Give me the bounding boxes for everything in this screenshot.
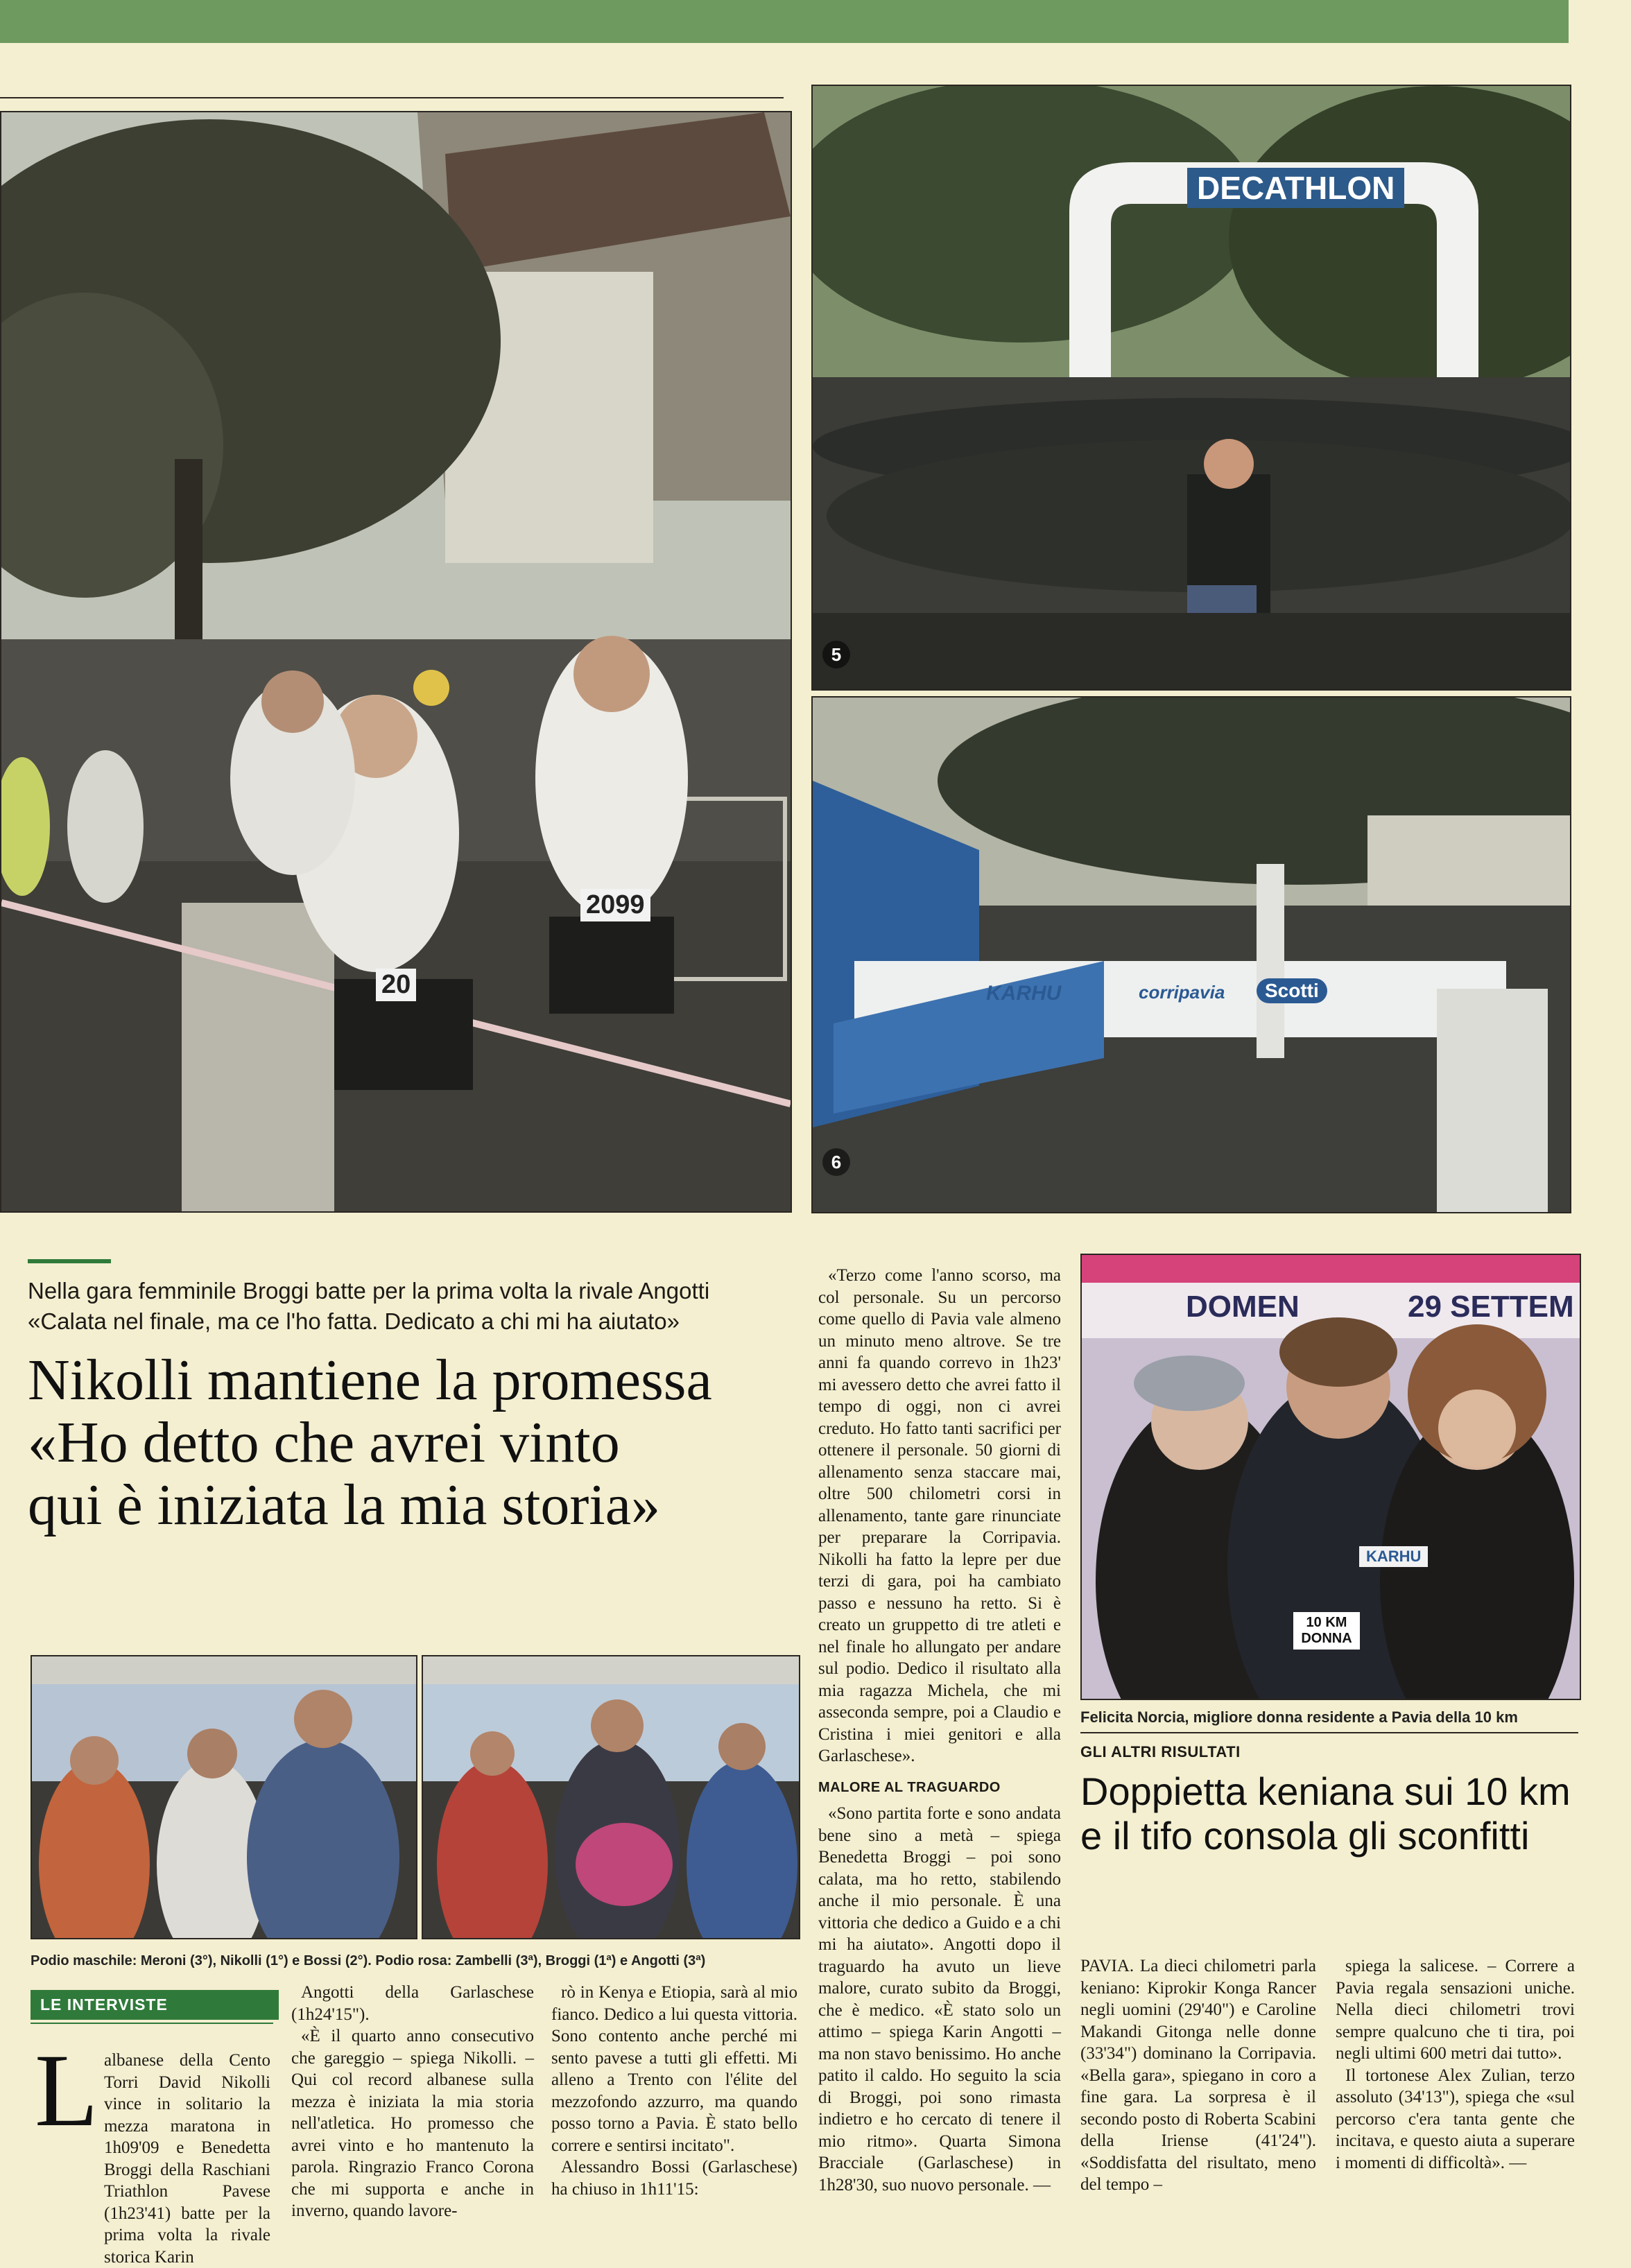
photo-podium-men — [31, 1655, 417, 1939]
side-headline-line-2: e il tifo consola gli sconfitti — [1080, 1814, 1530, 1858]
side-col2-paragraph-2: Il tortonese Alex Zulian, terzo assoluto (34'13"), spiega che «sul percorso c'era tanta gente che incitava, e questo aiuta a superare i momenti di difficoltà». — — [1336, 2066, 1575, 2172]
kicker-line-2: «Calata nel finale, ma ce l'ho fatta. Dedicato a chi mi ha aiutato» — [28, 1308, 680, 1334]
bib-number-second: 20 — [376, 969, 416, 1001]
photo-number-6: 6 — [822, 1148, 850, 1176]
section-label: LE INTERVISTE — [31, 1990, 279, 2020]
col3-paragraph-1: rò in Kenya e Etiopia, sarà al mio fianco. Dedico a lui questa vittoria. Sono contento anche perché mi sento pavese a tutti gli effetti. Mi alleno a Trento con l'élite del mezzofondo azzurro, ma quando posso torno a Pavia. È stato bello correre e sentirsi incitato". — [551, 1983, 797, 2155]
bib-number: 2099 — [580, 889, 650, 921]
col4-paragraph-2: «Sono partita forte e sono andata bene sino a metà – spiega Benedetta Broggi – poi sono calata, ma ho retto, stabilendo anche il mio personale. È una vittoria che dedico a Guido e a chi mi ha aiutato». Angotti dopo il traguardo ha avuto un lieve malore, curato subito da Broggi, che è medico. «È stato solo un attimo – spiega Karin Angotti – ma non stavo benissimo. Ho anche patito il caldo. Ho seguito la scia di Broggi, poi sono rimasta indietro e ho cercato di tenere il mio ritmo». Quarta Simona Bracciale (Garlaschese) in 1h28'30, suo nuovo personale. — — [818, 1804, 1061, 2195]
banner-brand-corripavia: corripavia — [1139, 982, 1225, 1003]
photo-portrait-women — [1080, 1254, 1581, 1700]
col4-paragraph-1: «Terzo come l'anno scorso, ma col personale. Su un percorso come quello di Pavia vale almeno un minuto meno altrove. Se tre anni fa quando correvo in 1h23' mi avessero detto che avrei fatto il tempo di oggi, non ci avrei creduto. Ho fatto tanti sacrifici per ottenere il personale. 50 giorni di allenamento senza staccare mai, oltre 500 chilometri corsi in allenamento, tante gare rinunciate per preparare la Corripavia. Nikolli ha fatto la lepre per due terzi di gara, poi ha cambiato passo e nessuno ha retto. Si è creato un gruppetto di tre atleti e nel finale ho allungato per andare sul podio. Dedico il risultato alla mia ragazza Michela, che mi asseconda sempre, poi a Claudio e Cristina i miei genitori e alla Garlaschese». — [818, 1266, 1061, 1765]
col4-subhead: MALORE AL TRAGUARDO — [818, 1779, 1001, 1795]
photo-number-5: 5 — [822, 641, 850, 668]
side-column-1: PAVIA. La dieci chilometri parla keniano: Kiprokir Konga Rancer negli uomini (29'40") e Caroline Makandi Gitonga nelle donne (33'34") dominano la Corripavia. «Bella gara», spiegano in coro a fine gara. La sorpresa è il secondo posto di Roberta Scabini della Iriense (41'24"). «Soddisfatta del risultato, meno del tempo – — [1080, 1957, 1316, 2194]
body-column-2 — [291, 1982, 534, 2222]
portrait-caption: Felicita Norcia, migliore donna residente a Pavia della 10 km — [1080, 1708, 1518, 1726]
photo-start-arch — [811, 85, 1571, 691]
kicker-line-1: Nella gara femminile Broggi batte per la prima volta la rivale Angotti — [28, 1278, 710, 1304]
body-column-3 — [551, 1982, 797, 2200]
side-column-2 — [1336, 1955, 1575, 2174]
side-headline — [1080, 1769, 1578, 1858]
photo-podium-women — [422, 1655, 800, 1939]
arch-sponsor-text: DECATHLON — [1187, 168, 1404, 208]
banner-brand-karhu: KARHU — [986, 982, 1062, 1005]
headline-line-3: qui è iniziata la mia storia» — [28, 1473, 661, 1537]
body-column-1: albanese della Cento Torri David Nikolli vince in solitario la mezza maratona in 1h09'09 e Benedetta Broggi della Raschiani Triathlon Pavese (1h23'41) batte per la prima volta la rivale storica Karin — [104, 2051, 270, 2267]
headline-line-1: Nikolli mantiene la promessa — [28, 1348, 712, 1412]
kicker-accent-bar — [28, 1259, 111, 1263]
side-rule — [1080, 1732, 1578, 1733]
podium-caption: Podio maschile: Meroni (3°), Nikolli (1°) e Bossi (2°). Podio rosa: Zambelli (3ª), Broggi (1ª) e Angotti (3ª) — [31, 1953, 706, 1968]
side-label: GLI ALTRI RISULTATI — [1080, 1743, 1241, 1760]
banner-brand-scotti: Scotti — [1257, 978, 1327, 1003]
portrait-banner-text-2: 29 SETTEM — [1408, 1290, 1574, 1324]
col3-paragraph-2: Alessandro Bossi (Garlaschese) ha chiuso in 1h11'15: — [551, 2158, 797, 2199]
col2-paragraph-2: «È il quarto anno consecutivo che gareggio – spiega Nikolli. – Qui col record albanese sulla mezza è iniziata la mia storia nell'atletica. Ho promesso che avrei vinto e ho mantenuto la parola. Ringrazio Franco Corona che mi supporta e anche in inverno, quando lavore- — [291, 2027, 534, 2220]
headline-line-2: «Ho detto che avrei vinto — [28, 1410, 620, 1475]
section-label-rule — [31, 2023, 273, 2024]
photo-finish-banner — [811, 696, 1571, 1213]
side-headline-line-1: Doppietta keniana sui 10 km — [1080, 1769, 1571, 1813]
body-column-4 — [818, 1265, 1061, 2196]
portrait-bib: KARHU — [1359, 1546, 1428, 1567]
article-headline — [28, 1349, 797, 1536]
portrait-banner-text: DOMEN — [1186, 1290, 1300, 1324]
photo-runners-finish — [0, 111, 792, 1213]
article-kicker — [28, 1276, 797, 1337]
top-color-band — [0, 0, 1569, 43]
top-rule — [0, 97, 784, 98]
col2-paragraph-1: Angotti della Garlaschese (1h24'15"). — [291, 1983, 534, 2024]
side-col2-paragraph-1: spiega la salicese. – Correre a Pavia regala sensazioni uniche. Nella dieci chilometri trovi sempre qualcuno che ti tira, poi negli ultimi 600 metri dai tutto». — [1336, 1957, 1575, 2063]
portrait-sign: 10 KM DONNA — [1293, 1612, 1360, 1650]
drop-cap: L — [35, 2033, 98, 2148]
